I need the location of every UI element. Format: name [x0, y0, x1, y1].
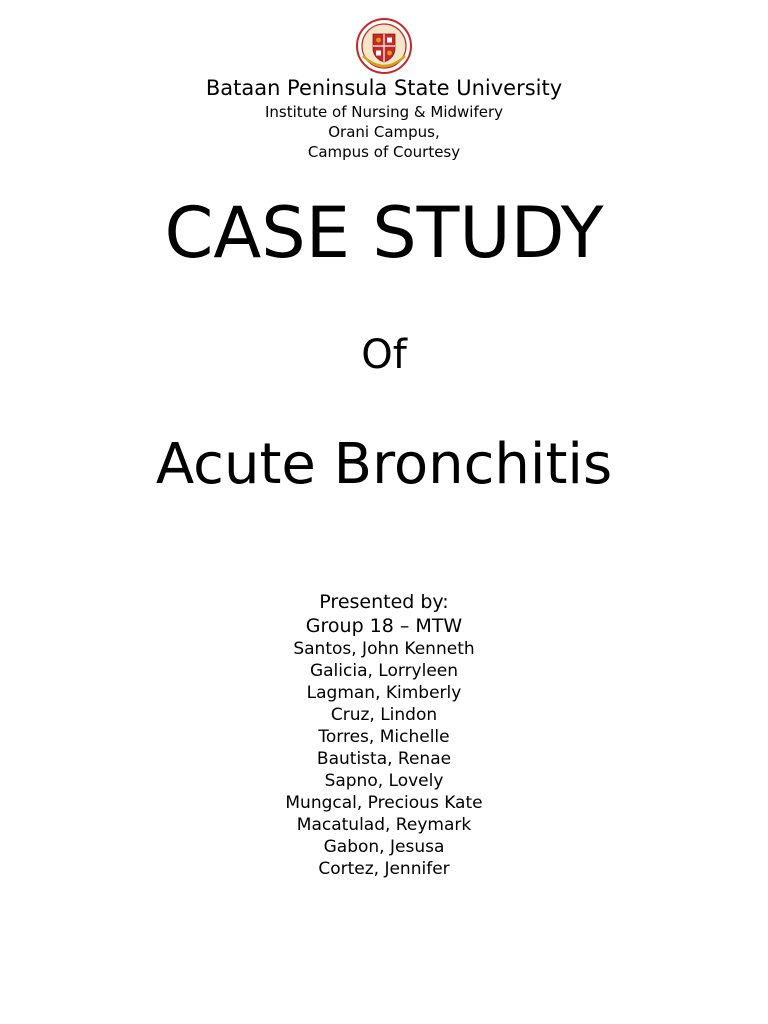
title-connector: Of	[361, 332, 407, 378]
member-name: Cortez, Jennifer	[318, 859, 450, 879]
member-name: Macatulad, Reymark	[296, 815, 472, 835]
member-name: Santos, John Kenneth	[293, 639, 475, 659]
institute-name: Institute of Nursing & Midwifery	[264, 103, 504, 121]
member-name: Bautista, Renae	[316, 749, 452, 769]
document-title: CASE STUDY	[164, 192, 604, 274]
member-name: Cruz, Lindon	[330, 705, 438, 725]
member-name: Gabon, Jesusa	[323, 837, 445, 857]
presented-by-label: Presented by:	[319, 591, 449, 613]
case-subject: Acute Bronchitis	[155, 432, 613, 497]
member-name: Galicia, Lorryleen	[309, 661, 459, 681]
member-name: Lagman, Kimberly	[306, 683, 462, 703]
campus-name: Orani Campus,	[328, 123, 440, 141]
university-seal-logo	[351, 18, 417, 74]
campus-motto: Campus of Courtesy	[307, 143, 461, 161]
group-name: Group 18 – MTW	[305, 615, 463, 637]
member-name: Mungcal, Precious Kate	[285, 793, 483, 813]
member-name: Torres, Michelle	[318, 727, 450, 747]
university-name: Bataan Peninsula State University	[205, 76, 563, 100]
member-name: Sapno, Lovely	[324, 771, 444, 791]
member-list	[0, 638, 768, 880]
